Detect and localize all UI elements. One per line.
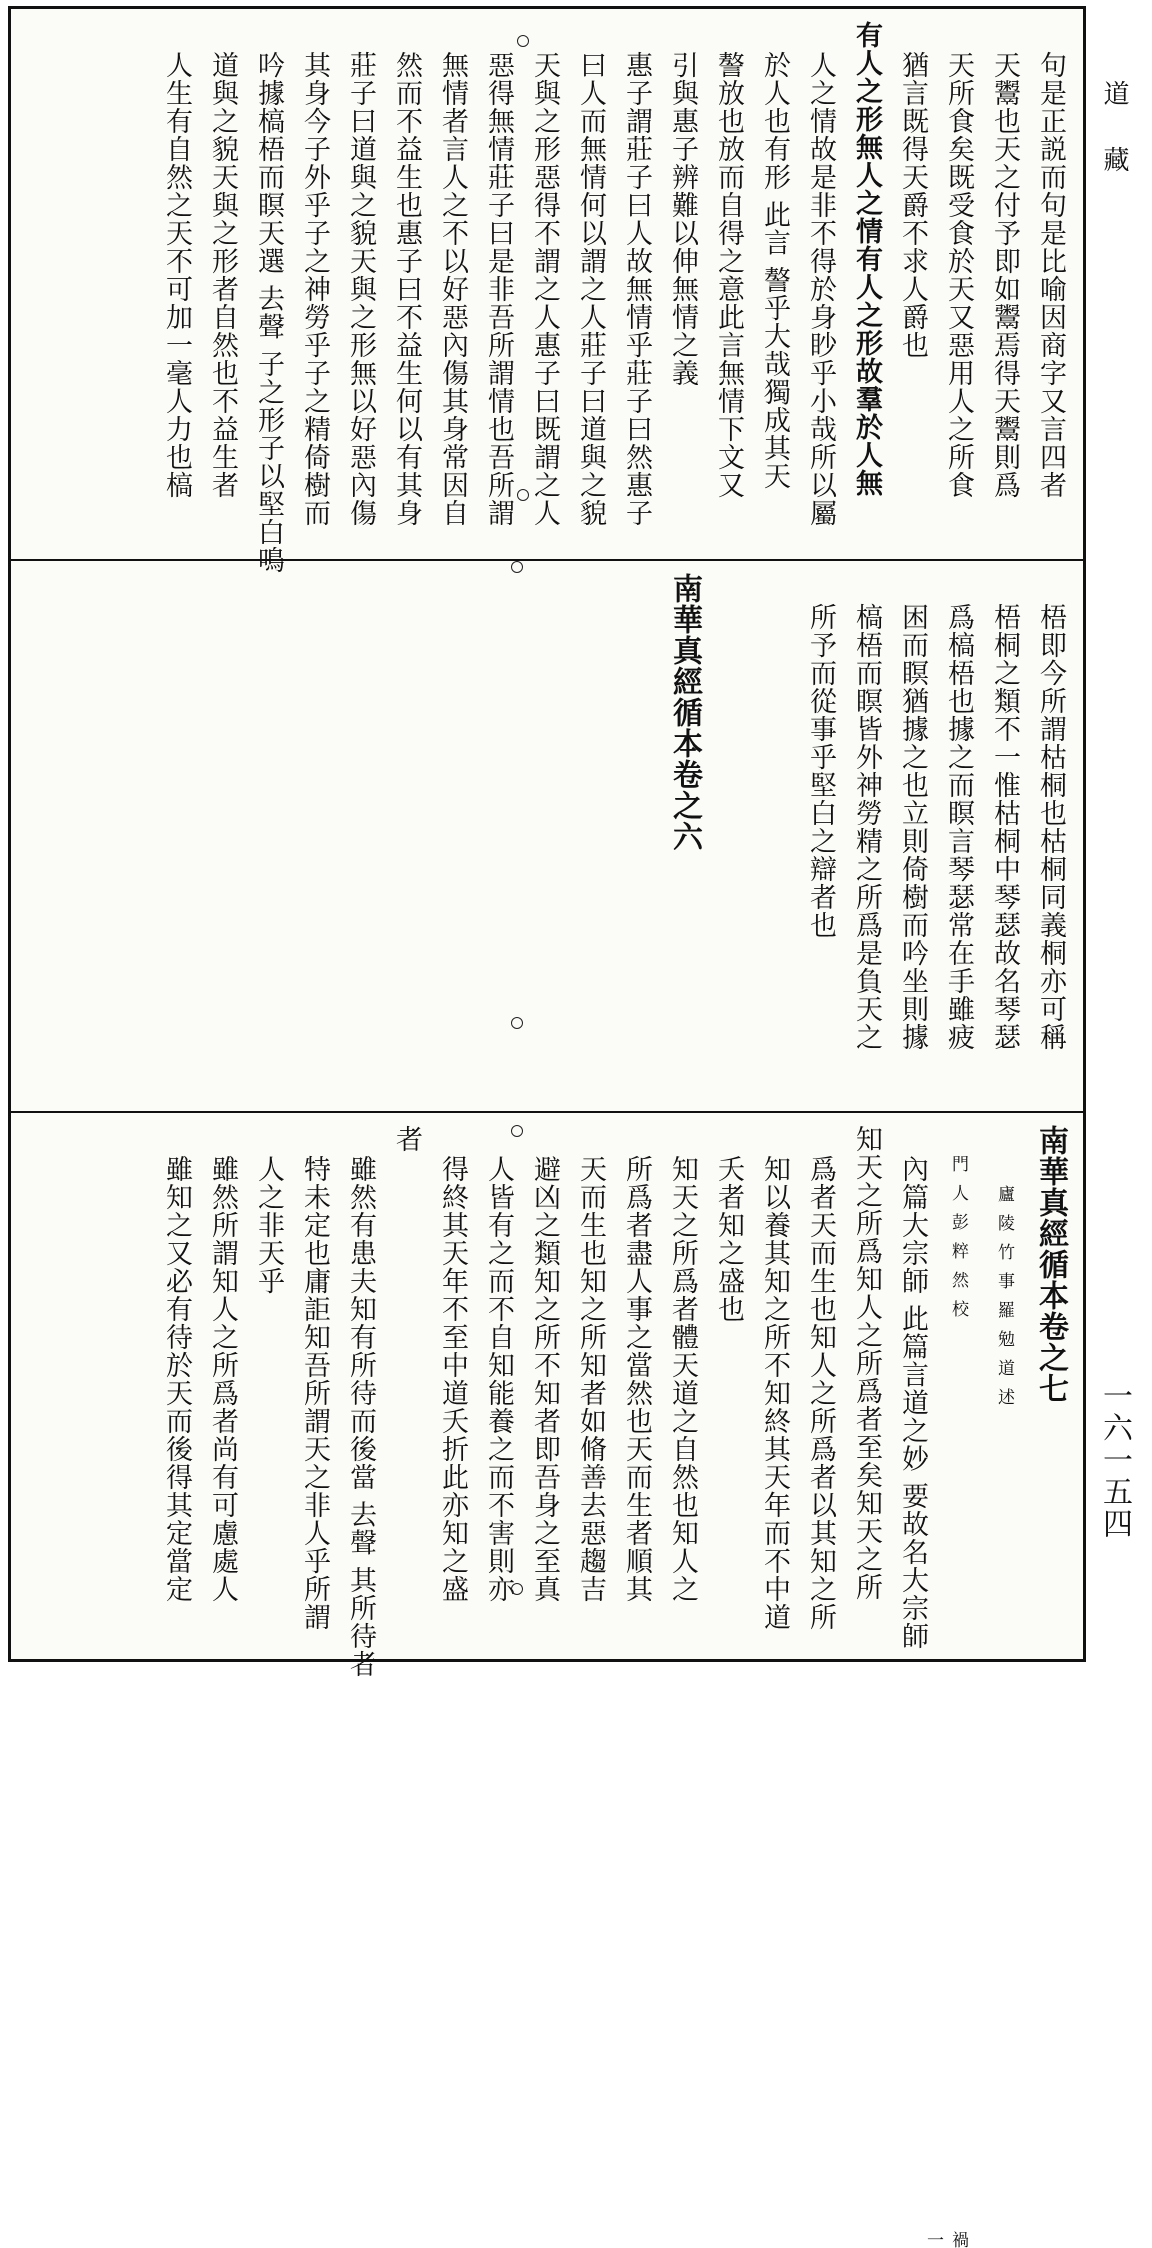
text-column: 避凶之類知之所不知者即吾身之至真 [529,1155,560,1603]
text-column: 無情者言人之不以好惡內傷其身常因自 [437,51,468,527]
circle-mark [511,1017,523,1029]
text-column: 人生有自然之天不可加一毫人力也槁 [161,51,192,499]
text-column: 然而不益生也惠子曰不益生何以有其身 [391,51,422,527]
text-column: 雖然有患夫知有所待而後當 去聲 其所待者 [345,1155,376,1679]
text-column: 困而瞑猶據之也立則倚樹而吟坐則據 [897,603,928,1051]
text-column: 惠子謂莊子曰人故無情乎莊子曰然惠子 [621,51,652,527]
text-column: 知天之所爲知人之所爲者至矣知天之所 [851,1125,882,1601]
text-column: 人之情故是非不得於身眇乎小哉所以屬 [805,51,836,527]
text-column: 人皆有之而不自知能養之而不害則亦 [483,1155,514,1603]
text-column: 道與之貌天與之形者自然也不益生者 [207,51,238,499]
text-column: 惡得無情莊子曰是非吾所謂情也吾所謂 [483,51,514,527]
panel-1-columns [153,21,1073,575]
text-column: 所爲者盡人事之當然也天而生者順其 [621,1155,652,1603]
text-column: 所予而從事乎堅白之辯者也 [805,603,836,939]
text-column: 莊子曰道與之貌天與之形無以好惡內傷 [345,51,376,527]
margin-title: 道藏 [1099,80,1129,212]
panel-3 [11,1111,1083,2248]
text-column: 南華真經循本卷之六 [667,573,702,852]
text-column: 槁梧而瞑皆外神勞精之所爲是負天之 [851,603,882,1051]
text-column: 引與惠子辨難以伸無情之義 [667,51,698,387]
text-column: 人之非天乎 [253,1155,284,1295]
text-column: 有人之形無人之情有人之形故羣於人無 [851,21,882,497]
text-column: 爲槁梧也據之而瞑言琴瑟常在手雖疲 [943,603,974,1051]
circle-mark [511,1125,523,1137]
text-column [707,573,797,1103]
text-column: 者 [391,1125,422,1153]
text-column: 曰人而無情何以謂之人莊子曰道與之貌 [575,51,606,527]
text-column: 知天之所爲者體天道之自然也知人之 [667,1155,698,1603]
text-column: 雖然所謂知人之所爲者尚有可慮處人 [207,1155,238,1603]
text-column: 天鬻也天之付予即如鬻焉得天鬻則爲 [989,51,1020,499]
circle-mark [517,35,529,47]
editor-line: 門人彭粹然校 [948,1155,968,1329]
text-column: 於人也有形 此言 謷乎大哉獨成其天 [759,51,790,491]
text-column: 梧即今所謂枯桐也枯桐同義桐亦可稱 [1035,603,1066,1051]
text-column: 夭者知之盛也 [713,1155,744,1323]
text-column: 得終其天年不至中道夭折此亦知之盛 [437,1155,468,1603]
page-frame [8,6,1086,2248]
text-column: 句是正説而句是比喻因商字又言四者 [1035,51,1066,499]
folio-mark: 禍一 [923,2231,968,2248]
circle-mark [511,561,523,573]
text-column: 猶言既得天爵不求人爵也 [897,51,928,359]
text-column: 天而生也知之所知者如脩善去惡趨吉 [575,1155,606,1603]
text-column: 梧桐之類不一惟枯桐中琴瑟故名琴瑟 [989,603,1020,1051]
text-column: 其身今子外乎子之神勞乎子之精倚樹而 [299,51,330,527]
text-column: 雖知之又必有待於天而後得其定當定 [161,1155,192,1603]
panel-2 [11,559,1083,1111]
text-column: 特未定也庸詎知吾所謂天之非人乎所謂 [299,1155,330,1631]
circle-mark [511,1583,523,1595]
text-column: 爲者天而生也知人之所爲者以其知之所 [805,1155,836,1631]
volume-title: 南華真經循本卷之七 [1033,1125,1068,1404]
text-column: 內篇大宗師 此篇言道之妙 要故名大宗師 [897,1155,928,1651]
text-column: 天所食矣既受食於天又惡用人之所食 [943,51,974,499]
text-column: 知以養其知之所不知終其天年而不中道 [759,1155,790,1631]
panel-1 [11,9,1083,575]
panel-2-columns [661,573,1073,1103]
text-column: 天與之形惡得不謂之人惠子曰既謂之人 [529,51,560,527]
text-column: 吟據槁梧而瞑天選 去聲 子之形子以堅白鳴 [253,51,284,575]
circle-mark [517,489,529,501]
panel-3-columns [153,1125,1073,1679]
page-number: 一六一五四 [1097,1380,1132,1540]
text-column: 謷放也放而自得之意此言無情下文又 [713,51,744,499]
author-line: 廬陵竹事羅勉道述 [994,1185,1014,1417]
